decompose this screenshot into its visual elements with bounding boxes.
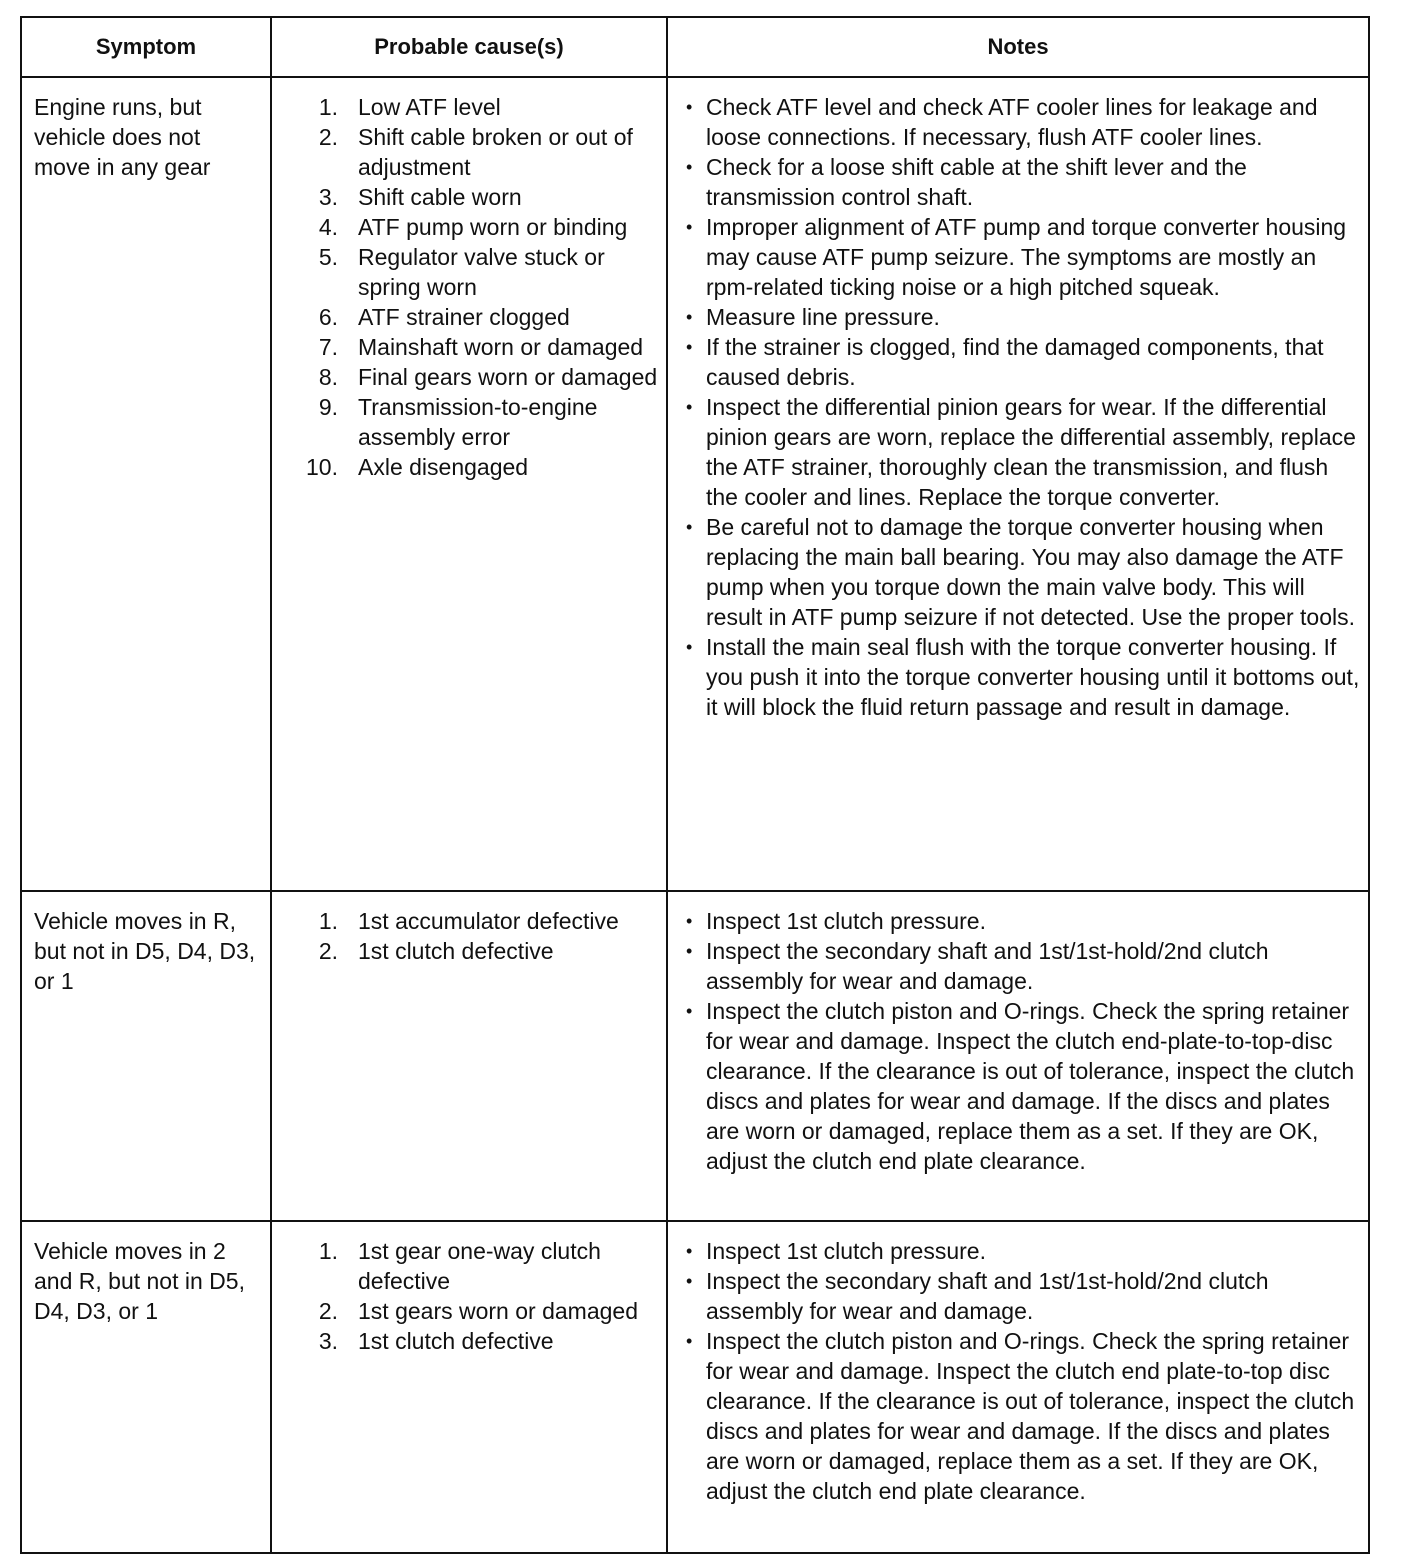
cause-item xyxy=(298,92,658,122)
cause-text: Shift cable worn xyxy=(358,184,522,210)
cause-item xyxy=(298,452,658,482)
cause-number: 8. xyxy=(318,364,338,390)
cause-item xyxy=(298,1236,658,1296)
cause-number: 6. xyxy=(318,304,338,330)
note-item: • Measure line pressure. xyxy=(682,302,1362,332)
note-item: • Inspect the secondary shaft and 1st/1st-hold/2nd clutch assembly for wear and damage. xyxy=(682,1266,1362,1326)
cause-item xyxy=(298,242,658,302)
note-item: • Improper alignment of ATF pump and torque converter housing may cause ATF pump seizure. The symptoms are mostly an rpm-related ticking noise or a high pitched squeak. xyxy=(682,212,1362,302)
notes-cell xyxy=(667,891,1369,1221)
note-list xyxy=(682,92,1362,722)
note-item: • Inspect 1st clutch pressure. xyxy=(682,1236,1362,1266)
note-item: • Install the main seal flush with the torque converter housing. If you push it into the torque converter housing until it bottoms out, it will block the fluid return passage and result in damage. xyxy=(682,632,1362,722)
cause-number: 2. xyxy=(318,1298,338,1324)
cause-item xyxy=(298,332,658,362)
cause-number: 4. xyxy=(318,214,338,240)
cause-number: 7. xyxy=(318,334,338,360)
notes-header: Notes xyxy=(667,17,1369,77)
cause-number: 2. xyxy=(318,124,338,150)
header-row xyxy=(21,17,1369,77)
table-row xyxy=(21,77,1369,891)
table-row xyxy=(21,1221,1369,1553)
cause-text: Final gears worn or damaged xyxy=(358,364,658,390)
cause-list xyxy=(298,1236,658,1356)
cause-text: 1st clutch defective xyxy=(358,938,554,964)
cause-number: 3. xyxy=(318,1328,338,1354)
notes-cell xyxy=(667,77,1369,891)
cause-item xyxy=(298,182,658,212)
cause-list xyxy=(298,92,658,482)
note-item: • Inspect the differential pinion gears for wear. If the differential pinion gears are worn, replace the differential assembly, replace the ATF strainer, thoroughly clean the transmission, and flush the cooler and lines. Replace the torque converter. xyxy=(682,392,1362,512)
cause-number: 3. xyxy=(318,184,338,210)
cause-item xyxy=(298,122,658,182)
causes-header: Probable cause(s) xyxy=(271,17,667,77)
causes-cell xyxy=(271,77,667,891)
cause-number: 1. xyxy=(318,1238,338,1264)
cause-number: 1. xyxy=(318,908,338,934)
table-row xyxy=(21,891,1369,1221)
note-item: • If the strainer is clogged, find the damaged components, that caused debris. xyxy=(682,332,1362,392)
cause-number: 5. xyxy=(318,244,338,270)
causes-cell xyxy=(271,891,667,1221)
cause-text: Transmission-to-engine assembly error xyxy=(358,394,598,450)
cause-number: 9. xyxy=(318,394,338,420)
cause-text: Shift cable broken or out of adjustment xyxy=(358,124,633,180)
cause-list xyxy=(298,906,658,966)
note-item: • Check ATF level and check ATF cooler lines for leakage and loose connections. If necessary, flush ATF cooler lines. xyxy=(682,92,1362,152)
cause-number: 10. xyxy=(306,454,338,480)
cause-item xyxy=(298,1326,658,1356)
cause-text: Low ATF level xyxy=(358,94,501,120)
cause-text: 1st gear one-way clutch defective xyxy=(358,1238,601,1294)
cause-text: ATF pump worn or binding xyxy=(358,214,628,240)
cause-number: 1. xyxy=(318,94,338,120)
troubleshooting-table xyxy=(20,16,1370,1554)
cause-item xyxy=(298,362,658,392)
cause-item xyxy=(298,212,658,242)
cause-text: Mainshaft worn or damaged xyxy=(358,334,644,360)
symptom-cell: Vehicle moves in R, but not in D5, D4, D3, or 1 xyxy=(21,891,271,1221)
cause-text: ATF strainer clogged xyxy=(358,304,570,330)
cause-text: 1st clutch defective xyxy=(358,1328,554,1354)
symptom-header: Symptom xyxy=(21,17,271,77)
note-list xyxy=(682,1236,1362,1506)
cause-item xyxy=(298,1296,658,1326)
symptom-cell: Engine runs, but vehicle does not move in any gear xyxy=(21,77,271,891)
cause-text: 1st gears worn or damaged xyxy=(358,1298,638,1324)
note-item: • Inspect the clutch piston and O-rings. Check the spring retainer for wear and damage. Inspect the clutch end-plate-to-top-disc clearance. If the clearance is out of tolerance, inspect the clutch discs and plates for wear and damage. If the discs and plates are worn or damaged, replace them as a set. If they are OK, adjust the clutch end plate clearance. xyxy=(682,996,1362,1176)
cause-text: Axle disengaged xyxy=(358,454,529,480)
cause-number: 2. xyxy=(318,938,338,964)
cause-item xyxy=(298,906,658,936)
cause-item xyxy=(298,302,658,332)
note-item: • Inspect 1st clutch pressure. xyxy=(682,906,1362,936)
cause-item xyxy=(298,936,658,966)
note-item: • Inspect the clutch piston and O-rings. Check the spring retainer for wear and damage. Inspect the clutch end plate-to-top disc clearance. If the clearance is out of tolerance, inspect the clutch discs and plates for wear and damage. If the discs and plates are worn or damaged, replace them as a set. If they are OK, adjust the clutch end plate clearance. xyxy=(682,1326,1362,1506)
note-item: • Inspect the secondary shaft and 1st/1st-hold/2nd clutch assembly for wear and damage. xyxy=(682,936,1362,996)
note-item: • Be careful not to damage the torque converter housing when replacing the main ball bearing. You may also damage the ATF pump when you torque down the main valve body. This will result in ATF pump seizure if not detected. Use the proper tools. xyxy=(682,512,1362,632)
cause-text: 1st accumulator defective xyxy=(358,908,619,934)
table-body xyxy=(21,77,1369,1553)
causes-cell xyxy=(271,1221,667,1553)
note-item: • Check for a loose shift cable at the shift lever and the transmission control shaft. xyxy=(682,152,1362,212)
note-list xyxy=(682,906,1362,1176)
symptom-cell: Vehicle moves in 2 and R, but not in D5, D4, D3, or 1 xyxy=(21,1221,271,1553)
notes-cell xyxy=(667,1221,1369,1553)
table-header xyxy=(21,17,1369,77)
cause-item xyxy=(298,392,658,452)
cause-text: Regulator valve stuck or spring worn xyxy=(358,244,605,300)
